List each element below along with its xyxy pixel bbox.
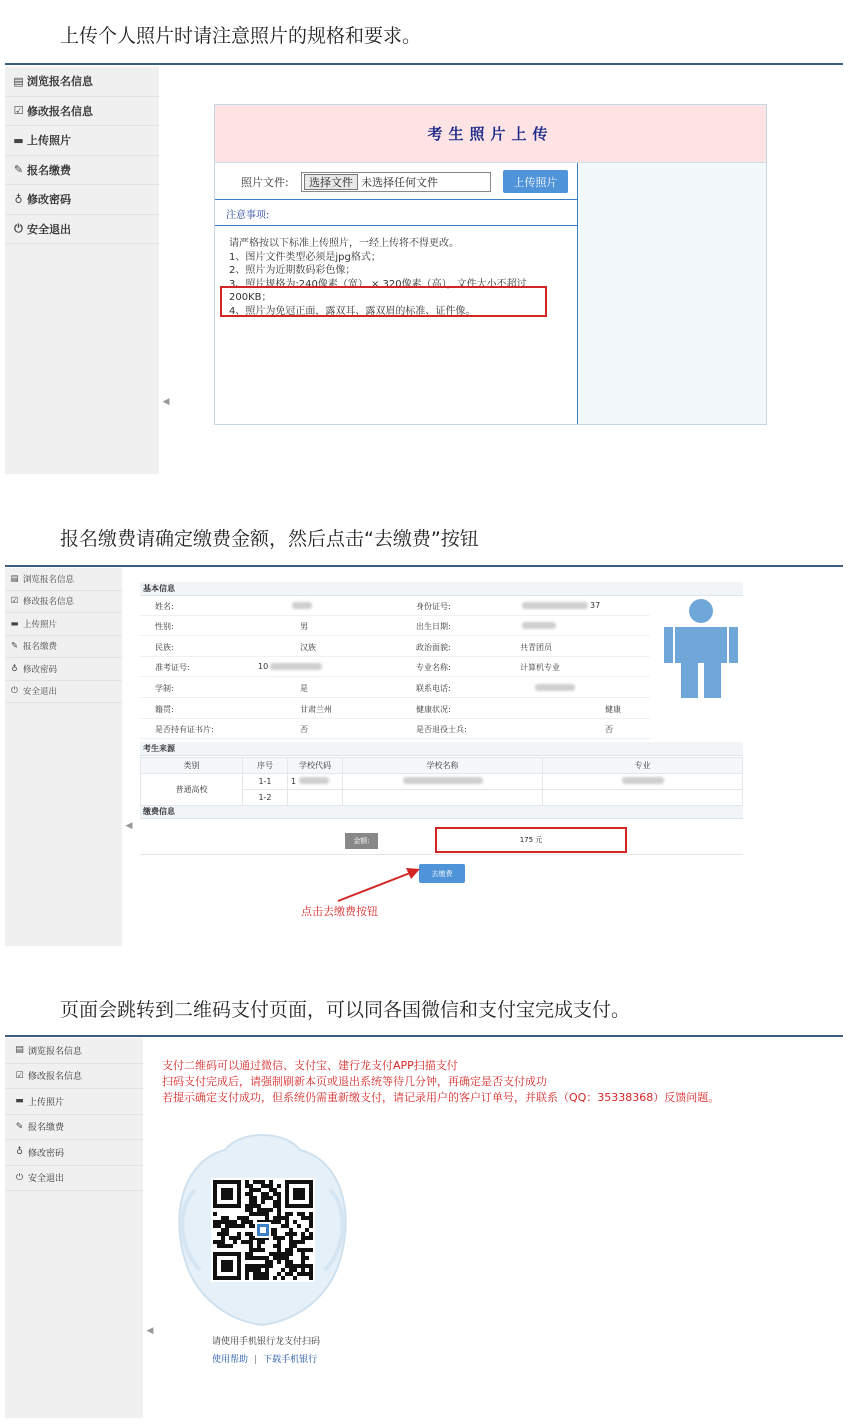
sidebar-item-label: 修改报名信息 [27,104,93,118]
notice-line: 1、图片文件类型必须是jpg格式； [229,251,381,263]
field-value: 10 [258,662,269,671]
field-label: 专业名称: [416,663,451,672]
list-icon: ▤ [15,1045,24,1056]
field-label: 性别: [155,622,174,631]
field-label: 姓名: [155,602,174,611]
column-header: 序号 [243,758,288,774]
seq-cell: 1-2 [243,790,288,806]
sidebar-menu [5,568,122,946]
notice-title: 注意事项: [215,200,577,226]
image-icon: ▬ [13,133,24,147]
power-icon: ⏻ [15,1172,24,1183]
upload-photo-button[interactable]: 上传照片 [503,170,568,193]
info-row [140,596,650,616]
pencil-icon: ✎ [15,1121,24,1132]
info-row [140,616,650,636]
sidebar-item[interactable] [5,636,122,659]
field-value: 是 [300,684,308,693]
callout-text: 点击去缴费按钮 [301,905,378,918]
info-row [140,657,650,677]
notice-line: 2、照片为近期数码彩色像； [229,265,356,276]
column-header: 类别 [141,758,243,774]
chevron-left-icon: ◀ [125,821,133,831]
sidebar-item-label: 安全退出 [28,1174,65,1185]
sidebar-menu [5,67,159,474]
file-label: 照片文件: [241,176,289,189]
pencil-icon: ✎ [13,163,24,177]
sidebar-item[interactable] [5,591,122,614]
payment-notes [162,1058,719,1106]
sidebar-item-label: 报名缴费 [27,163,71,177]
redacted-value [522,602,588,609]
payment-note: 若提示确定支付成功，但系统仍需重新缴支付，请记录用户的客户订单号，并联系（QQ：35338368）反馈问题。 [162,1091,720,1104]
field-value: 甘肃兰州 [300,705,332,714]
category-cell: 普通高校 [141,774,243,806]
chevron-left-icon: ◀ [162,397,170,407]
seq-cell: 1-1 [243,774,288,790]
notice-line: 4、照片为免冠正面，露双耳、露双眉的标准、证件像。 [229,305,476,317]
arrow-icon [330,866,425,906]
field-label: 准考证号: [155,663,190,672]
sidebar-item-label: 修改密码 [23,664,58,675]
sidebar-item-label: 报名缴费 [28,1123,65,1134]
sidebar-item-label: 上传照片 [28,1097,65,1108]
chevron-left-icon: ◀ [146,1326,154,1336]
field-value: 否 [605,725,613,734]
field-value: 计算机专业 [520,663,560,672]
sidebar-item[interactable] [5,1166,143,1192]
sidebar-item-label: 修改密码 [28,1148,65,1159]
sidebar-item[interactable] [5,1115,143,1141]
sidebar-item-label: 浏览报名信息 [27,75,93,89]
column-header: 学校代码 [288,758,343,774]
section-divider [5,63,843,65]
panel-title: 考生照片上传 [215,105,766,163]
list-icon: ▤ [13,74,24,88]
major-cell [543,790,743,806]
field-label: 健康状况: [416,705,451,714]
sidebar-item[interactable] [5,215,159,245]
field-label: 身份证号: [416,602,451,611]
notice-line: 3、照片规格为:240像素（宽） × 320像素（高），文件大小不超过 [229,278,527,290]
key-icon: ♁ [14,192,23,206]
notice-line: 200KB； [229,292,272,303]
sidebar-item-label: 上传照片 [23,619,58,630]
field-value: 汉族 [300,643,316,652]
field-label: 民族: [155,643,174,652]
sidebar-item-label: 上传照片 [27,134,71,148]
info-row [140,678,650,698]
choose-file-button[interactable]: 选择文件 [304,174,358,190]
section3-heading: 页面会跳转到二维码支付页面，可以同各国微信和支付宝完成支付。 [60,999,631,1021]
fee-label: 金额: [345,833,378,849]
sidebar-item[interactable] [5,568,122,591]
field-label: 联系电话: [416,684,451,693]
qr-code-icon [211,1178,315,1282]
qr-card [165,1120,360,1335]
file-status: 未选择任何文件 [361,176,438,189]
key-icon: ♁ [11,663,18,674]
info-row [140,699,650,719]
field-label: 学制: [155,684,174,693]
redacted-value [535,684,575,691]
sidebar-menu [5,1038,143,1418]
download-bank-link[interactable]: 下载手机银行 [263,1355,318,1365]
section-header-source: 考生来源 [140,742,743,756]
fee-amount: 175 元 [435,827,627,853]
table-row [141,774,743,790]
power-icon: ⏻ [14,221,23,235]
sidebar-item[interactable] [5,1089,143,1115]
section-header-basic: 基本信息 [140,582,743,596]
field-value: 健康 [605,705,621,714]
sidebar-item-label: 安全退出 [23,687,58,698]
person-placeholder-icon [664,598,738,698]
photo-upload-panel [214,104,767,425]
sidebar-item[interactable] [5,613,122,636]
sidebar-item[interactable] [5,1064,143,1090]
redacted-value [292,602,312,609]
section2-heading: 报名缴费请确定缴费金额，然后点击“去缴费”按钮 [60,528,479,550]
sidebar-item[interactable] [5,126,159,156]
sidebar-item[interactable] [5,1038,143,1064]
collapse-sidebar-button[interactable] [122,806,136,846]
photo-preview-area [578,163,766,424]
payment-note: 支付二维码可以通过微信、支付宝、建行龙支付APP扫描支付 [162,1059,458,1072]
highlight-box [220,286,547,317]
field-label: 政治面貌: [416,643,451,652]
file-row [215,163,577,200]
image-icon: ▬ [15,1096,24,1107]
education-table [140,757,743,806]
section1-heading: 上传个人照片时请注意照片的规格和要求。 [60,25,422,47]
pencil-icon: ✎ [10,641,19,652]
section-header-fee: 缴费信息 [140,805,743,819]
fee-divider [140,854,743,855]
help-link[interactable]: 使用帮助 [212,1355,249,1365]
sidebar-item-label: 报名缴费 [23,642,58,653]
column-header: 专业 [543,758,743,774]
sidebar-item[interactable] [5,681,122,704]
sidebar-item[interactable] [5,97,159,127]
redacted-value [522,622,556,629]
edit-icon: ☑ [15,1070,24,1081]
edit-icon: ☑ [13,104,24,118]
file-input[interactable] [301,172,491,192]
sidebar-item[interactable] [5,658,122,681]
field-value-suffix: 37 [590,601,601,610]
collapse-sidebar-button[interactable] [159,380,173,424]
field-label: 籍贯: [155,705,174,714]
sidebar-item-label: 浏览报名信息 [23,574,75,585]
key-icon: ♁ [16,1147,23,1158]
school-cell [343,774,543,790]
sidebar-item-label: 安全退出 [27,222,71,236]
column-header: 学校名称 [343,758,543,774]
pay-button[interactable]: 去缴费 [419,864,465,883]
code-cell [288,790,343,806]
sidebar-item-label: 浏览报名信息 [28,1046,83,1057]
code-cell: 1 [288,774,343,790]
field-label: 出生日期: [416,622,451,631]
edit-icon: ☑ [10,596,19,607]
qr-caption: 请使用手机银行龙支付扫码 [212,1337,321,1347]
sidebar-item[interactable] [5,67,159,97]
info-row [140,637,650,657]
sidebar-item[interactable] [5,185,159,215]
field-value: 男 [300,622,308,631]
field-value: 否 [300,725,308,734]
redacted-value [270,663,322,670]
payment-note: 扫码支付完成后，请强制刷新本页或退出系统等待几分钟，再确定是否支付成功 [162,1075,547,1088]
sidebar-item-label: 修改报名信息 [23,597,75,608]
school-cell [343,790,543,806]
sidebar-item[interactable] [5,1140,143,1166]
sidebar-item-label: 修改报名信息 [28,1072,83,1083]
info-row [140,719,650,739]
collapse-sidebar-button[interactable] [143,1310,157,1352]
link-separator: | [254,1355,258,1365]
field-value: 共青团员 [520,643,552,652]
field-label: 是否持有证书片: [155,725,214,734]
notice-line: 请严格按以下标准上传照片，一经上传将不得更改。 [229,238,459,249]
image-icon: ▬ [10,618,19,629]
section-divider [5,565,843,567]
field-label: 是否退役士兵: [416,725,467,734]
section-divider [5,1035,843,1037]
sidebar-item-label: 修改密码 [27,193,71,207]
sidebar-item[interactable] [5,156,159,186]
major-cell [543,774,743,790]
qr-links [212,1352,317,1365]
list-icon: ▤ [10,573,19,584]
power-icon: ⏻ [11,686,18,697]
